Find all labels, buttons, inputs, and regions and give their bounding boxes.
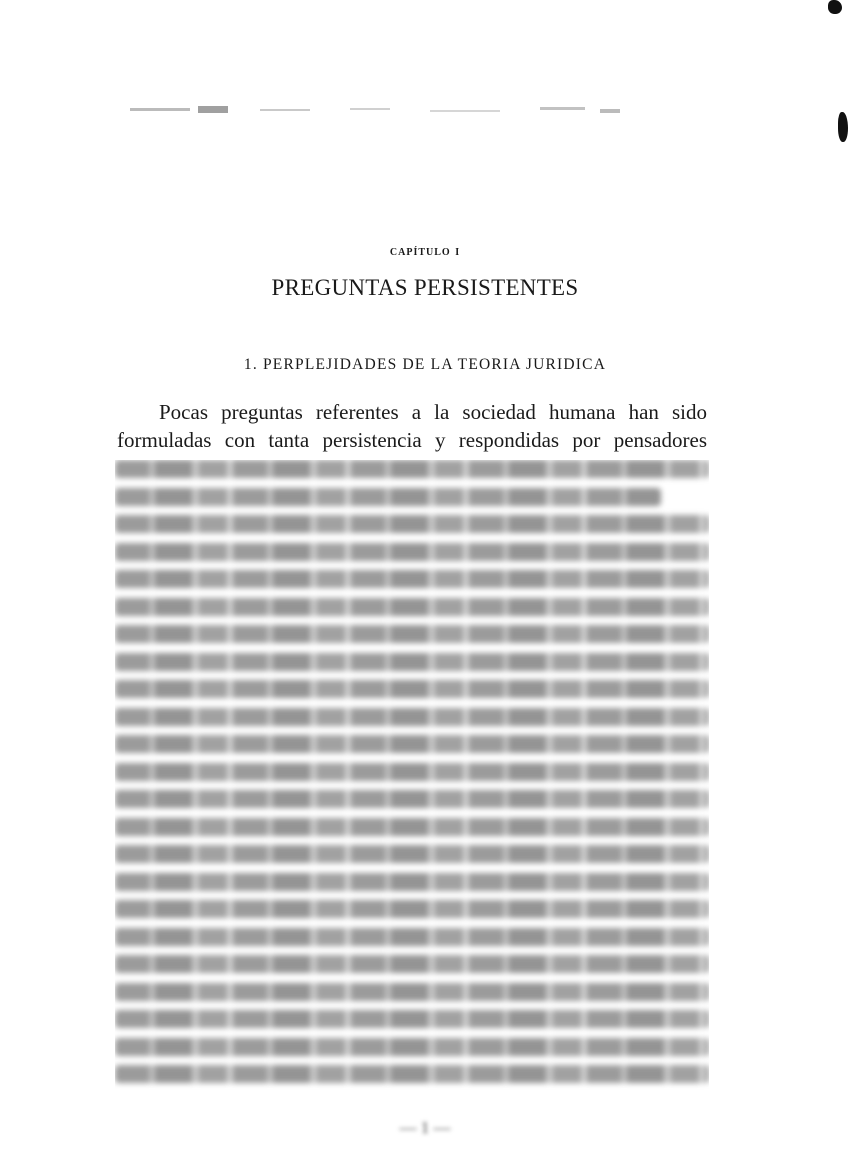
blurred-line	[115, 515, 709, 533]
blurred-line	[115, 763, 709, 781]
chapter-label: capítulo i	[389, 244, 461, 259]
scan-noise	[120, 100, 640, 124]
scan-edge-mark-top	[828, 0, 842, 14]
blurred-line	[115, 818, 709, 836]
blurred-line	[115, 543, 709, 561]
blurred-line	[115, 1065, 709, 1083]
blurred-line	[115, 735, 709, 753]
scan-edge-mark-side	[838, 112, 848, 142]
blurred-line	[115, 570, 709, 588]
blurred-line	[115, 625, 709, 643]
blurred-line	[115, 955, 709, 973]
blurred-line	[115, 708, 709, 726]
blurred-line	[115, 1010, 709, 1028]
chapter-title: PREGUNTAS PERSISTENTES	[271, 275, 579, 300]
paragraph-visible	[117, 398, 707, 454]
paragraph-line-1: Pocas preguntas referentes a la sociedad humana han sido	[159, 400, 707, 424]
blurred-line	[115, 653, 709, 671]
blurred-line	[115, 873, 709, 891]
paragraph-line-2: formuladas con tanta persistencia y respondidas por pensadores	[117, 428, 707, 452]
blurred-line	[115, 983, 709, 1001]
blurred-text-block	[115, 460, 709, 1090]
blurred-line	[115, 928, 709, 946]
blurred-line	[115, 460, 709, 478]
blurred-line	[115, 598, 709, 616]
blurred-line	[115, 900, 709, 918]
blurred-line	[115, 790, 709, 808]
page-number: — 1 —	[399, 1118, 451, 1137]
blurred-line	[115, 488, 661, 506]
blurred-line	[115, 1038, 709, 1056]
blurred-line	[115, 680, 709, 698]
blurred-line	[115, 845, 709, 863]
section-heading: 1. PERPLEJIDADES DE LA TEORIA JURIDICA	[243, 356, 607, 373]
